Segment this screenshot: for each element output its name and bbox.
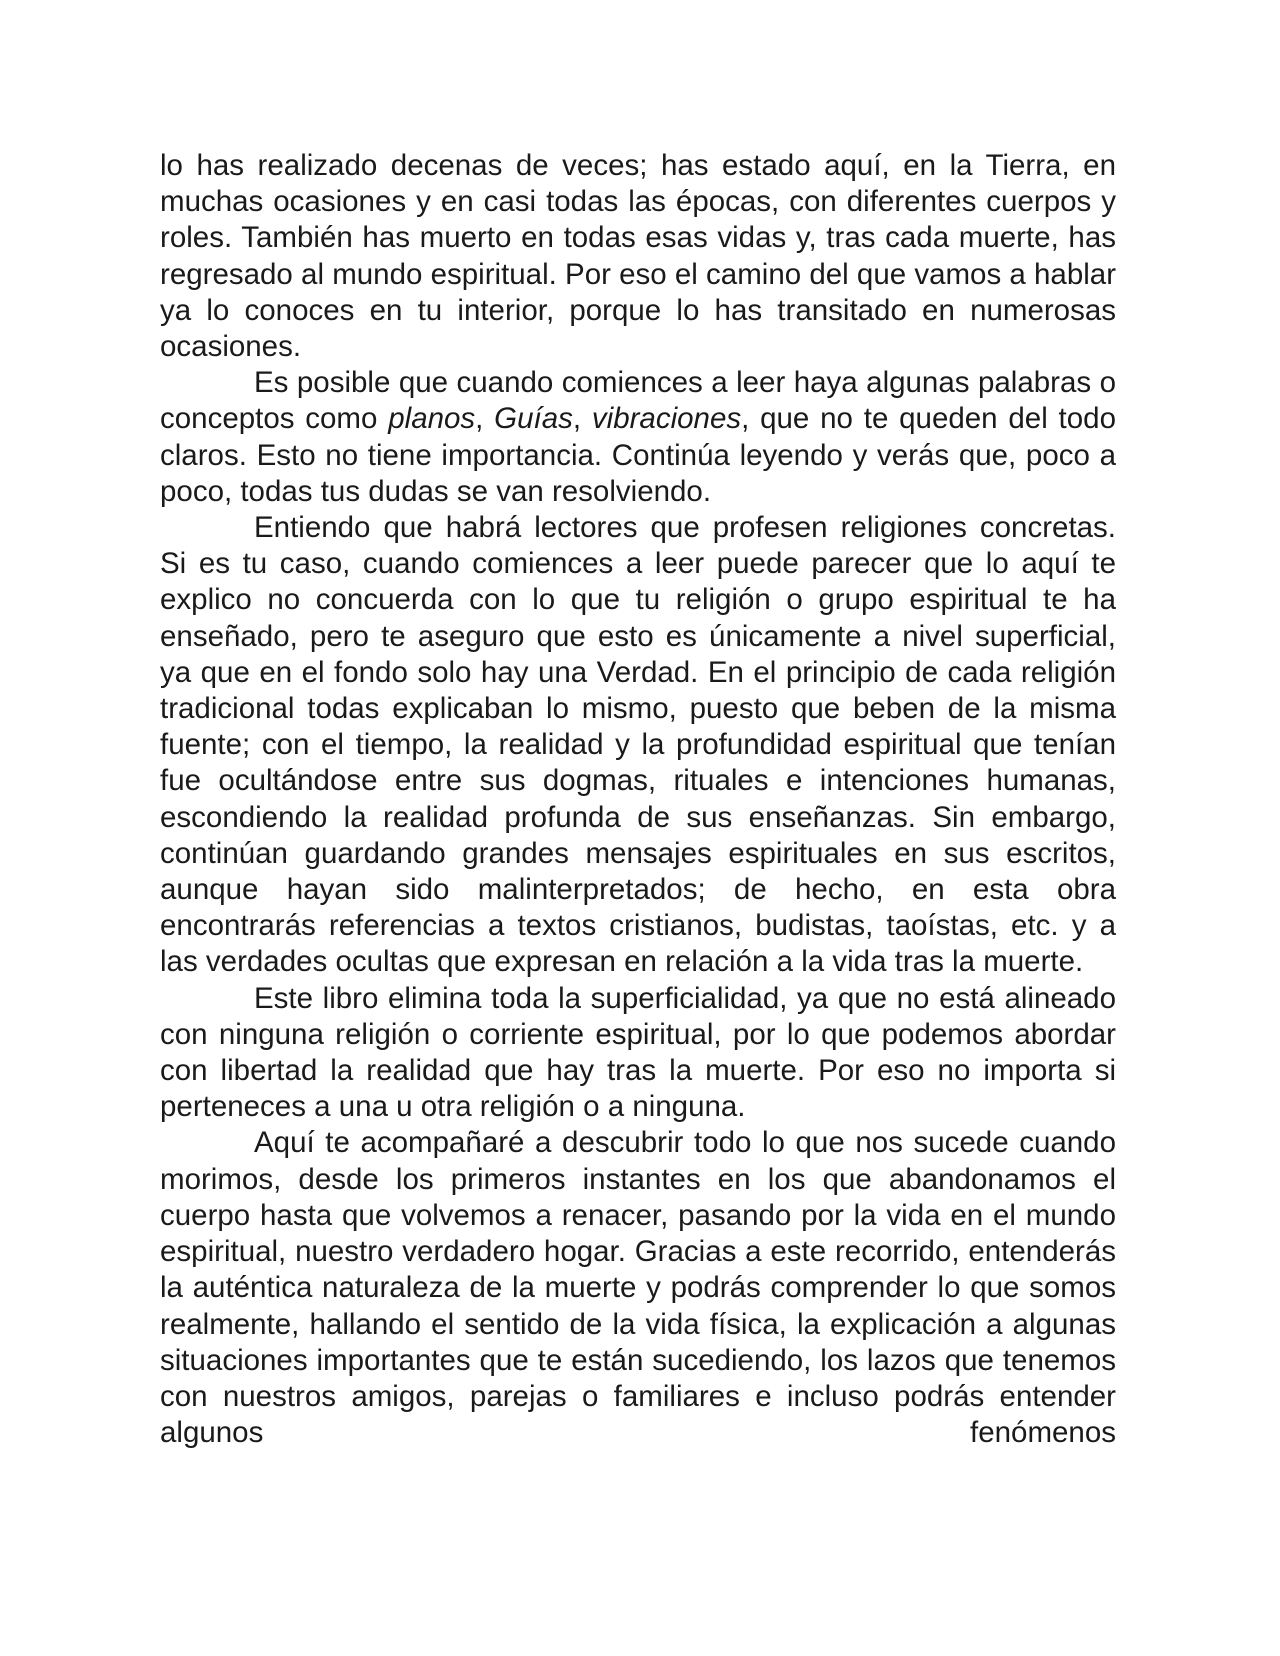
paragraph-3-text: Entiendo que habrá lectores que profesen religiones concretas. Si es tu caso, cuando comiences a leer puede parecer que lo aquí te explico no concuerda con lo que tu religión o grupo espiritual te ha enseñado, pero te aseguro que esto es únicamente a nivel superficial, ya que en el fondo solo hay una Verdad. En el principio de cada religión tradicional todas explicaban lo mismo, puesto que beben de la misma fuente; con el tiempo, la realidad y la profundidad espiritual que tenían fue ocultándose entre sus dogmas, rituales e intenciones humanas, escondiendo la realidad profunda de sus enseñanzas. Sin embargo, continúan guardando grandes mensajes espirituales en sus escritos, aunque hayan sido malinterpretados; de hecho, en esta obra encontrarás referencias a textos cristianos, budistas, taoístas, etc. y a las verdades ocultas que expresan en relación a la vida tras la muerte. bbox=[160, 511, 1116, 979]
paragraph-1 bbox=[160, 148, 1116, 365]
italic-term-guias: Guías bbox=[494, 402, 573, 436]
paragraph-2-sep-1: , bbox=[475, 402, 495, 436]
paragraph-2 bbox=[160, 365, 1116, 510]
paragraph-4 bbox=[160, 981, 1116, 1126]
italic-term-planos: planos bbox=[388, 402, 476, 436]
paragraph-3 bbox=[160, 510, 1116, 981]
italic-term-vibraciones: vibraciones bbox=[591, 402, 742, 436]
paragraph-5 bbox=[160, 1125, 1116, 1451]
paragraph-1-text: lo has realizado decenas de veces; has estado aquí, en la Tierra, en muchas ocasiones y en casi todas las épocas, con diferentes cuerpos y roles. También has muerto en todas esas vidas y, tras cada muerte, has regresado al mundo espiritual. Por eso el camino del que vamos a hablar ya lo conoces en tu interior, porque lo has transitado en numerosas ocasiones. bbox=[160, 149, 1117, 364]
paragraph-4-text: Este libro elimina toda la superficialidad, ya que no está alineado con ninguna religión o corriente espiritual, por lo que podemos abordar con libertad la realidad que hay tras la muerte. Por eso no importa si perteneces a una u otra religión o a ninguna. bbox=[160, 981, 1116, 1124]
paragraph-2-sep-2: , bbox=[572, 402, 592, 436]
paragraph-2-text-a: Es posible que cuando comiences a leer haya algunas palabras o conceptos como bbox=[160, 366, 1116, 436]
document-page bbox=[160, 148, 1116, 1451]
paragraph-2-text-b: , que no te queden del todo claros. Esto no tiene importancia. Continúa leyendo y verás que, poco a poco, todas tus dudas se van resolviendo. bbox=[160, 402, 1116, 508]
paragraph-5-text: Aquí te acompañaré a descubrir todo lo que nos sucede cuando morimos, desde los primeros instantes en los que abandonamos el cuerpo hasta que volvemos a renacer, pasando por la vida en el mundo espiritual, nuestro verdadero hogar. Gracias a este recorrido, entenderás la auténtica naturaleza de la muerte y podrás comprender lo que somos realmente, hallando el sentido de la vida física, la explicación a algunas situaciones importantes que te están sucediendo, los lazos que tenemos con nuestros amigos, parejas o familiares e incluso podrás entender algunos fenómenos bbox=[160, 1126, 1116, 1450]
